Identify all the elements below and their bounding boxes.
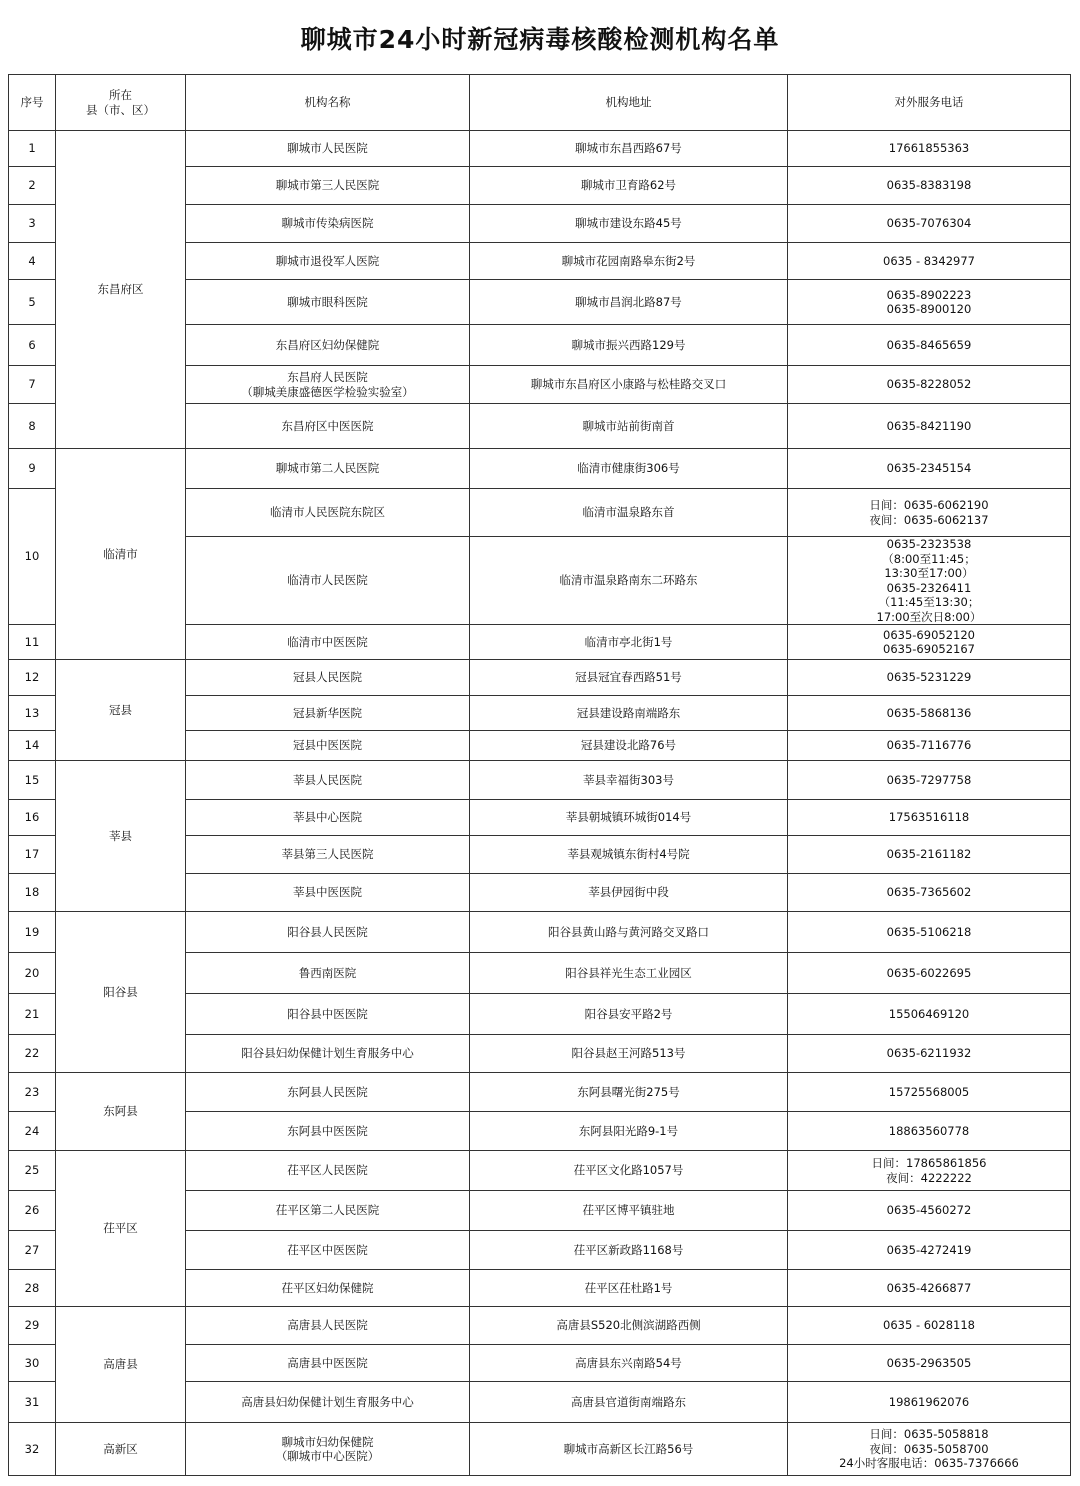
address-cell: 冠县建设北路76号: [470, 731, 788, 761]
cell-line: 阳谷县妇幼保健计划生育服务中心: [241, 1046, 414, 1061]
seq-cell: 21: [9, 994, 56, 1035]
cell-line: 0635-8900120: [886, 302, 972, 316]
phone-cell: [788, 1345, 1071, 1382]
cell-line: 高唐县妇幼保健计划生育服务中心: [241, 1394, 414, 1409]
institution-name-cell: [186, 874, 470, 912]
cell-line: 夜间：0635-6062137: [869, 512, 989, 527]
cell-line: 阳谷县中医医院: [287, 1006, 368, 1021]
address-cell: 莘县伊园街中段: [470, 874, 788, 912]
address-cell: 高唐县S520北侧滨湖路西侧: [470, 1307, 788, 1345]
cell-line: 莘县人民医院: [293, 772, 362, 787]
institution-name-cell: [186, 1035, 470, 1073]
institution-name-cell: [186, 912, 470, 953]
cell-line: 0635-69052167: [883, 642, 975, 656]
seq-cell: 23: [9, 1073, 56, 1112]
phone-cell: [788, 1423, 1071, 1476]
phone-cell: [788, 1270, 1071, 1307]
seq-cell: 13: [9, 696, 56, 731]
address-cell: 聊城市东昌府区小康路与松桂路交叉口: [470, 366, 788, 404]
cell-line: 0635-6211932: [886, 1046, 972, 1061]
cell-line: 茌平区中医医院: [287, 1242, 368, 1257]
address-cell: 高唐县东兴南路54号: [470, 1345, 788, 1382]
address-cell: 聊城市站前街南首: [470, 404, 788, 449]
county-cell: 茌平区: [56, 1151, 186, 1307]
cell-line: 0635-2161182: [886, 847, 972, 862]
testing-institutions-table: [8, 74, 1071, 1476]
seq-cell: 19: [9, 912, 56, 953]
cell-line: 东昌府区中医医院: [281, 418, 374, 433]
seq-cell: 18: [9, 874, 56, 912]
institution-name-cell: [186, 1112, 470, 1151]
table-row: [9, 449, 1071, 489]
institution-name-cell: [186, 761, 470, 800]
seq-cell: 3: [9, 205, 56, 243]
phone-cell: [788, 205, 1071, 243]
seq-cell: 16: [9, 800, 56, 836]
table-row: [9, 131, 1071, 167]
address-cell: 聊城市昌润北路87号: [470, 280, 788, 325]
seq-cell: 24: [9, 1112, 56, 1151]
institution-name-cell: [186, 1151, 470, 1191]
county-cell: 临清市: [56, 449, 186, 660]
phone-cell: [788, 1191, 1071, 1231]
cell-line: 0635-8902223: [886, 287, 972, 302]
address-cell: 东阿县曙光街275号: [470, 1073, 788, 1112]
institution-name-cell: [186, 625, 470, 660]
seq-cell: 10: [9, 489, 56, 625]
phone-cell: [788, 1382, 1071, 1423]
address-cell: 聊城市高新区长江路56号: [470, 1423, 788, 1476]
cell-line: 茌平区第二人民医院: [275, 1203, 380, 1218]
cell-line: 日间：0635-6062190: [869, 498, 989, 512]
address-cell: 冠县建设路南端路东: [470, 696, 788, 731]
cell-line: 0635-7365602: [886, 885, 972, 900]
cell-line: 冠县中医医院: [293, 738, 362, 753]
cell-line: （11:45至13:30；: [878, 595, 980, 609]
table-row: [9, 660, 1071, 696]
seq-cell: 25: [9, 1151, 56, 1191]
phone-cell: [788, 537, 1071, 625]
cell-line: 莘县中医医院: [293, 885, 362, 900]
table-row: [9, 1423, 1071, 1476]
address-cell: 聊城市花园南路皋东街2号: [470, 243, 788, 280]
header-county-line: 所在: [109, 88, 132, 102]
institution-name-cell: [186, 366, 470, 404]
institution-name-cell: [186, 537, 470, 625]
address-cell: 茌平区文化路1057号: [470, 1151, 788, 1191]
seq-cell: 6: [9, 325, 56, 366]
seq-cell: 1: [9, 131, 56, 167]
address-cell: 聊城市振兴西路129号: [470, 325, 788, 366]
cell-line: 夜间：0635-5058700: [869, 1441, 989, 1456]
phone-cell: [788, 696, 1071, 731]
table-row: [9, 1151, 1071, 1191]
cell-line: 15725568005: [888, 1084, 970, 1099]
seq-cell: 17: [9, 836, 56, 874]
seq-cell: 26: [9, 1191, 56, 1231]
institution-name-cell: [186, 731, 470, 761]
seq-cell: 5: [9, 280, 56, 325]
phone-cell: [788, 731, 1071, 761]
institution-name-cell: [186, 1231, 470, 1270]
institution-name-cell: [186, 1345, 470, 1382]
seq-cell: 12: [9, 660, 56, 696]
address-cell: 阳谷县赵王河路513号: [470, 1035, 788, 1073]
cell-line: 0635-7076304: [886, 216, 972, 231]
phone-cell: [788, 131, 1071, 167]
address-cell: 莘县朝城镇环城街014号: [470, 800, 788, 836]
cell-line: （聊城市中心医院）: [275, 1449, 380, 1463]
phone-cell: [788, 953, 1071, 994]
cell-line: 0635-5106218: [886, 924, 972, 939]
cell-line: 莘县中心医院: [293, 810, 362, 825]
cell-line: 0635-8383198: [886, 178, 972, 193]
seq-cell: 29: [9, 1307, 56, 1345]
cell-line: 茌平区人民医院: [287, 1163, 368, 1178]
phone-cell: [788, 1151, 1071, 1191]
institution-name-cell: [186, 1307, 470, 1345]
page-title: 聊城市24小时新冠病毒核酸检测机构名单: [300, 25, 780, 54]
cell-line: 0635-8228052: [886, 377, 972, 392]
phone-cell: [788, 660, 1071, 696]
address-cell: 聊城市卫育路62号: [470, 167, 788, 205]
cell-line: 聊城市传染病医院: [281, 216, 374, 231]
cell-line: 临清市人民医院: [287, 573, 368, 588]
phone-cell: [788, 449, 1071, 489]
cell-line: 聊城市第二人民医院: [275, 461, 380, 476]
institution-name-cell: [186, 1073, 470, 1112]
institution-name-cell: [186, 131, 470, 167]
phone-cell: [788, 994, 1071, 1035]
phone-cell: [788, 167, 1071, 205]
header-seq: 序号: [9, 75, 56, 131]
phone-cell: [788, 1035, 1071, 1073]
phone-cell: [788, 800, 1071, 836]
cell-line: 东昌府人民医院: [287, 370, 368, 384]
seq-cell: 22: [9, 1035, 56, 1073]
cell-line: 17:00至次日8:00）: [876, 609, 982, 624]
table-header-row: [9, 75, 1071, 131]
address-cell: 阳谷县黄山路与黄河路交叉路口: [470, 912, 788, 953]
cell-line: 0635 - 6028118: [883, 1318, 975, 1333]
address-cell: 临清市健康街306号: [470, 449, 788, 489]
cell-line: 冠县人民医院: [293, 670, 362, 685]
institution-name-cell: [186, 243, 470, 280]
table-row: [9, 761, 1071, 800]
cell-line: 0635-2323538: [886, 537, 972, 551]
cell-line: 18863560778: [888, 1123, 970, 1138]
address-cell: 冠县冠宜春西路51号: [470, 660, 788, 696]
cell-line: 聊城市人民医院: [287, 141, 368, 156]
phone-cell: [788, 1073, 1071, 1112]
cell-line: 临清市人民医院东院区: [270, 505, 385, 520]
cell-line: 0635-5868136: [886, 705, 972, 720]
phone-cell: [788, 836, 1071, 874]
phone-cell: [788, 625, 1071, 660]
header-county-line: 县（市、区）: [86, 102, 155, 117]
institution-name-cell: [186, 800, 470, 836]
cell-line: 15506469120: [888, 1006, 970, 1021]
header-phone: 对外服务电话: [788, 75, 1071, 131]
cell-line: 0635-5231229: [886, 670, 972, 685]
table-row: [9, 1073, 1071, 1112]
cell-line: 0635-7297758: [886, 772, 972, 787]
cell-line: 高唐县中医医院: [287, 1355, 368, 1370]
seq-cell: 31: [9, 1382, 56, 1423]
institution-name-cell: [186, 167, 470, 205]
seq-cell: 27: [9, 1231, 56, 1270]
address-cell: 阳谷县安平路2号: [470, 994, 788, 1035]
seq-cell: 32: [9, 1423, 56, 1476]
address-cell: 茌平区博平镇驻地: [470, 1191, 788, 1231]
phone-cell: [788, 404, 1071, 449]
cell-line: 0635-2326411: [886, 580, 972, 595]
table-row: [9, 1307, 1071, 1345]
address-cell: 临清市温泉路南东二环路东: [470, 537, 788, 625]
cell-line: 聊城市退役军人医院: [275, 253, 380, 268]
seq-cell: 7: [9, 366, 56, 404]
header-county: [56, 75, 186, 131]
cell-line: 17661855363: [888, 141, 970, 156]
cell-line: 0635-6022695: [886, 965, 972, 980]
institution-name-cell: [186, 994, 470, 1035]
seq-cell: 2: [9, 167, 56, 205]
cell-line: 东阿县人民医院: [287, 1084, 368, 1099]
cell-line: 阳谷县人民医院: [287, 924, 368, 939]
cell-line: （聊城美康盛德医学检验实验室）: [241, 384, 414, 399]
phone-cell: [788, 874, 1071, 912]
cell-line: 24小时客服电话：0635-7376666: [839, 1456, 1019, 1471]
cell-line: 0635-8465659: [886, 337, 972, 352]
institution-name-cell: [186, 1382, 470, 1423]
address-cell: 阳谷县祥光生态工业园区: [470, 953, 788, 994]
seq-cell: 30: [9, 1345, 56, 1382]
header-name: 机构名称: [186, 75, 470, 131]
address-cell: 莘县幸福街303号: [470, 761, 788, 800]
table-row: [9, 912, 1071, 953]
cell-line: 夜间：4222222: [886, 1170, 972, 1185]
cell-line: 东阿县中医医院: [287, 1123, 368, 1138]
cell-line: 0635-2345154: [886, 461, 972, 476]
seq-cell: 9: [9, 449, 56, 489]
address-cell: 临清市温泉路东首: [470, 489, 788, 537]
county-cell: 高新区: [56, 1423, 186, 1476]
institution-name-cell: [186, 953, 470, 994]
institution-name-cell: [186, 1191, 470, 1231]
cell-line: 鲁西南医院: [298, 965, 357, 980]
institution-name-cell: [186, 1423, 470, 1476]
address-cell: 茌平区新政路1168号: [470, 1231, 788, 1270]
institution-name-cell: [186, 280, 470, 325]
phone-cell: [788, 325, 1071, 366]
cell-line: 0635-4560272: [886, 1203, 972, 1218]
address-cell: 莘县观城镇东街村4号院: [470, 836, 788, 874]
seq-cell: 14: [9, 731, 56, 761]
cell-line: 临清市中医医院: [287, 634, 368, 649]
institution-name-cell: [186, 325, 470, 366]
seq-cell: 4: [9, 243, 56, 280]
county-cell: 阳谷县: [56, 912, 186, 1073]
cell-line: 莘县第三人民医院: [281, 847, 374, 862]
county-cell: 高唐县: [56, 1307, 186, 1423]
phone-cell: [788, 912, 1071, 953]
header-address: 机构地址: [470, 75, 788, 131]
address-cell: 聊城市东昌西路67号: [470, 131, 788, 167]
phone-cell: [788, 489, 1071, 537]
seq-cell: 15: [9, 761, 56, 800]
institution-name-cell: [186, 1270, 470, 1307]
cell-line: 冠县新华医院: [293, 705, 362, 720]
cell-line: 高唐县人民医院: [287, 1318, 368, 1333]
institution-name-cell: [186, 836, 470, 874]
institution-name-cell: [186, 696, 470, 731]
cell-line: 日间：17865861856: [871, 1156, 987, 1170]
county-cell: 东昌府区: [56, 131, 186, 449]
phone-cell: [788, 366, 1071, 404]
phone-cell: [788, 280, 1071, 325]
phone-cell: [788, 243, 1071, 280]
address-cell: 临清市亭北街1号: [470, 625, 788, 660]
institution-name-cell: [186, 404, 470, 449]
county-cell: 东阿县: [56, 1073, 186, 1151]
cell-line: 0635-7116776: [886, 738, 972, 753]
cell-line: （8:00至11:45；: [882, 551, 976, 566]
cell-line: 0635 - 8342977: [883, 253, 975, 268]
phone-cell: [788, 1307, 1071, 1345]
institution-name-cell: [186, 660, 470, 696]
seq-cell: 11: [9, 625, 56, 660]
seq-cell: 28: [9, 1270, 56, 1307]
address-cell: 聊城市建设东路45号: [470, 205, 788, 243]
address-cell: 高唐县官道街南端路东: [470, 1382, 788, 1423]
cell-line: 日间：0635-5058818: [869, 1427, 989, 1442]
cell-line: 0635-2963505: [886, 1355, 972, 1370]
address-cell: 东阿县阳光路9-1号: [470, 1112, 788, 1151]
cell-line: 17563516118: [888, 810, 970, 825]
cell-line: 聊城市眼科医院: [287, 294, 368, 309]
seq-cell: 20: [9, 953, 56, 994]
phone-cell: [788, 1112, 1071, 1151]
address-cell: 茌平区茌杜路1号: [470, 1270, 788, 1307]
institution-name-cell: [186, 205, 470, 243]
cell-line: 聊城市妇幼保健院: [281, 1434, 374, 1449]
cell-line: 0635-8421190: [886, 418, 972, 433]
cell-line: 13:30至17:00）: [884, 566, 974, 580]
phone-cell: [788, 761, 1071, 800]
cell-line: 19861962076: [888, 1394, 970, 1409]
seq-cell: 8: [9, 404, 56, 449]
cell-line: 0635-69052120: [883, 627, 975, 642]
institution-name-cell: [186, 449, 470, 489]
institution-name-cell: [186, 489, 470, 537]
county-cell: 莘县: [56, 761, 186, 912]
cell-line: 聊城市第三人民医院: [275, 178, 380, 193]
county-cell: 冠县: [56, 660, 186, 761]
cell-line: 茌平区妇幼保健院: [281, 1280, 374, 1295]
table-body: [9, 131, 1071, 1476]
phone-cell: [788, 1231, 1071, 1270]
cell-line: 东昌府区妇幼保健院: [275, 337, 380, 352]
cell-line: 0635-4266877: [886, 1280, 972, 1295]
cell-line: 0635-4272419: [886, 1242, 972, 1257]
